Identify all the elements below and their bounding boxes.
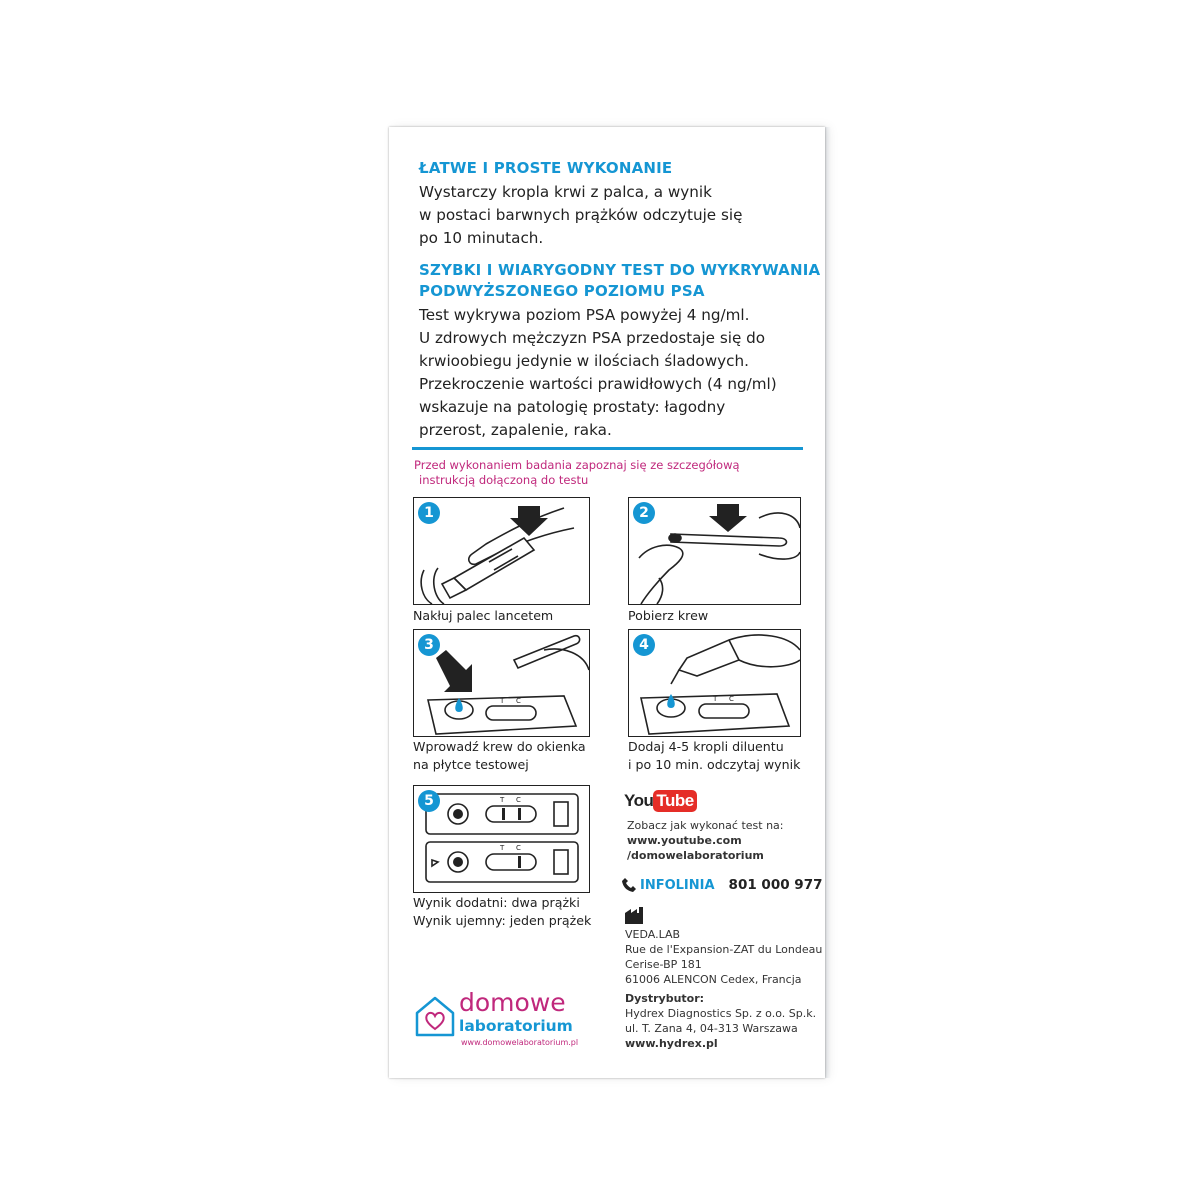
step2-illustration: [628, 497, 801, 605]
brand-url: www.domowelaboratorium.pl: [461, 1038, 579, 1047]
cassette-t-mark: T: [713, 695, 718, 703]
youtube-logo-you: You: [624, 791, 654, 810]
step2-caption: Pobierz krew: [628, 608, 709, 623]
section2-line: przerost, zapalenie, raka.: [419, 421, 612, 439]
step4-number: 4: [633, 634, 655, 656]
section1-heading: ŁATWE I PROSTE WYKONANIE: [419, 159, 673, 177]
cassette-t-mark: T: [500, 697, 505, 705]
step3-number: 3: [418, 634, 440, 656]
section1-line: Wystarczy kropla krwi z palca, a wynik: [419, 183, 712, 201]
section2-line: krwioobiegu jedynie w ilościach śladowych.: [419, 352, 749, 370]
section2-text: [419, 304, 777, 442]
distributor-label: Dystrybutor:: [625, 992, 705, 1005]
section1-text: [419, 181, 742, 250]
section2-heading-line: SZYBKI I WIARYGODNY TEST DO WYKRYWANIA: [419, 261, 821, 279]
section2-line: Przekroczenie wartości prawidłowych (4 ng/ml): [419, 375, 777, 393]
infolinia-label: INFOLINIA: [640, 877, 715, 893]
house-heart-icon: [413, 993, 457, 1037]
manufacturer-line: 61006 ALENCON Cedex, Francja: [625, 973, 802, 986]
lancet-finger-icon: [414, 498, 589, 604]
step1-number: 1: [418, 502, 440, 524]
notice-line: instrukcją dołączoną do testu: [419, 473, 589, 487]
box-side-edge: [825, 127, 831, 1078]
manufacturer-icon: [625, 907, 645, 928]
manufacturer-line: VEDA.LAB: [625, 928, 681, 941]
manufacturer-line: Rue de l'Expansion-ZAT du Londeau: [625, 943, 823, 956]
cassette-t-mark: T: [500, 844, 505, 852]
step5-caption-line: Wynik dodatni: dwa prążki: [413, 895, 580, 910]
brand-word2: laboratorium: [459, 1017, 573, 1035]
step4-illustration: [628, 629, 801, 737]
section2-line: Test wykrywa poziom PSA powyżej 4 ng/ml.: [419, 306, 750, 324]
cassette-c-mark: C: [516, 796, 521, 804]
youtube-logo-tube: Tube: [653, 790, 696, 812]
distributor-line: ul. T. Zana 4, 04-313 Warszawa: [625, 1022, 798, 1035]
step4-caption-line: Dodaj 4-5 kropli diluentu: [628, 739, 784, 754]
step4-caption-line: i po 10 min. odczytaj wynik: [628, 757, 801, 772]
youtube-line: Zobacz jak wykonać test na:: [627, 819, 784, 832]
step3-caption-line: Wprowadź krew do okienka: [413, 739, 586, 754]
cassette-c-mark: C: [516, 844, 521, 852]
cassette-c-mark: C: [729, 695, 734, 703]
notice-line: Przed wykonaniem badania zapoznaj się ze szczegółową: [414, 458, 740, 472]
brand-logo: [413, 993, 457, 1041]
infolinia-number: 801 000 977: [728, 877, 823, 893]
step3-caption: [413, 738, 586, 774]
step1-illustration: [413, 497, 590, 605]
manufacturer-line: Cerise-BP 181: [625, 958, 702, 971]
cassette-c-mark: C: [516, 697, 521, 705]
step4-caption: [628, 738, 800, 774]
step5-caption-line: Wynik ujemny: jeden prążek: [413, 913, 592, 928]
step3-illustration: [413, 629, 590, 737]
phone-icon: [621, 877, 637, 893]
manufacturer-address: [625, 927, 822, 987]
section1-line: w postaci barwnych prążków odczytuje się: [419, 206, 743, 224]
step1-caption: Nakłuj palec lancetem: [413, 608, 554, 623]
youtube-logo: [624, 790, 697, 812]
step5-illustration: [413, 785, 590, 893]
step2-number: 2: [633, 502, 655, 524]
youtube-text: [627, 818, 783, 863]
youtube-url-line: www.youtube.com: [627, 834, 742, 847]
step3-caption-line: na płytce testowej: [413, 757, 529, 772]
section2-heading: [419, 260, 820, 302]
distributor-block: [625, 991, 816, 1051]
step5-caption: [413, 894, 591, 930]
cassette-t-mark: T: [500, 796, 505, 804]
section2-line: wskazuje na patologię prostaty: łagodny: [419, 398, 726, 416]
distributor-website: www.hydrex.pl: [625, 1037, 718, 1050]
brand-word1: domowe: [459, 988, 566, 1017]
result-cassettes-icon: [414, 786, 589, 892]
test-cassette-blood-icon: [414, 630, 589, 736]
section2-heading-line: PODWYŻSZONEGO POZIOMU PSA: [419, 282, 705, 300]
step5-number: 5: [418, 790, 440, 812]
youtube-channel-line: /domowelaboratorium: [627, 849, 764, 862]
distributor-line: Hydrex Diagnostics Sp. z o.o. Sp.k.: [625, 1007, 817, 1020]
infolinia-row: [621, 877, 823, 893]
section2-line: U zdrowych mężczyzn PSA przedostaje się do: [419, 329, 766, 347]
section1-line: po 10 minutach.: [419, 229, 544, 247]
product-box: [389, 127, 825, 1078]
divider-line: [412, 447, 803, 450]
notice-text: [414, 458, 740, 488]
